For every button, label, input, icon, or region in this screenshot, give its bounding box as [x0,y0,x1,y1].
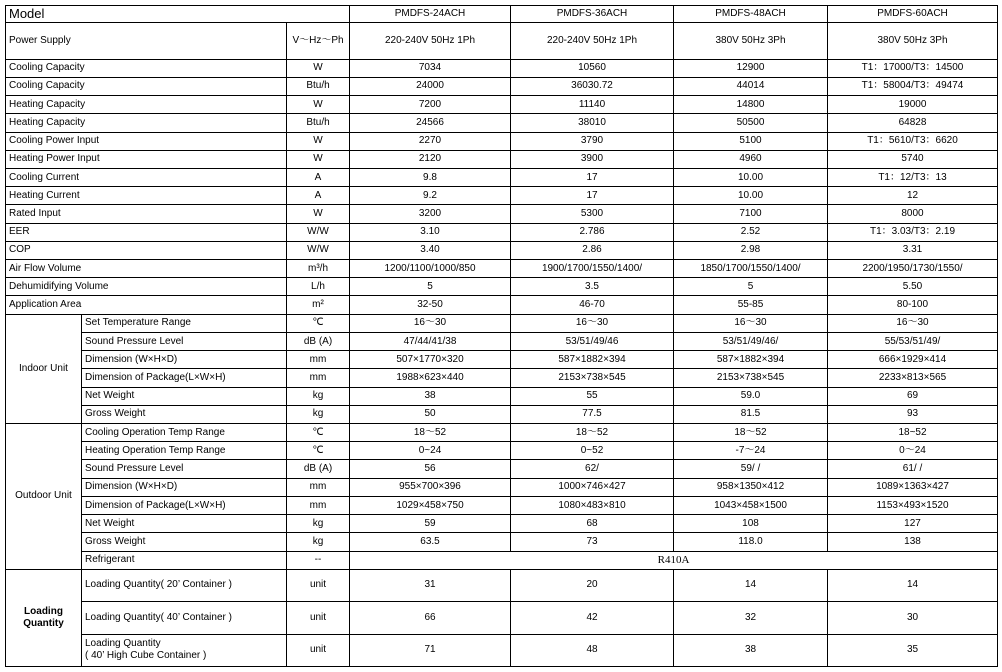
value-cell: 1988×623×440 [350,369,511,387]
value-cell: 50 [350,405,511,423]
value-cell: 2153×738×545 [674,369,828,387]
unit-cell: mm [287,369,350,387]
value-cell: 7100 [674,205,828,223]
value-cell: 81.5 [674,405,828,423]
value-cell: 17 [511,187,674,205]
spec-label: Air Flow Volume [6,260,287,278]
value-cell: 17 [511,168,674,186]
table-row [6,569,998,601]
loading-group-line: Quantity [23,617,64,629]
value-cell: 14800 [674,96,828,114]
value-cell: 0~24 [350,442,511,460]
unit-cell: W [287,59,350,77]
spec-label: Power Supply [6,23,287,59]
table-row [6,59,998,77]
table-row [6,551,998,569]
unit-cell: kg [287,515,350,533]
value-cell: 3.10 [350,223,511,241]
table-row [6,332,998,350]
table-row [6,223,998,241]
value-cell: 220-240V 50Hz 1Ph [511,23,674,59]
unit-cell: L/h [287,278,350,296]
refrigerant-label: Refrigerant [82,551,287,569]
value-cell: 1089×1363×427 [828,478,998,496]
unit-cell: kg [287,405,350,423]
value-cell: 587×1882×394 [511,351,674,369]
spec-label: Dimension of Package(L×W×H) [82,369,287,387]
value-cell: 108 [674,515,828,533]
unit-cell: mm [287,496,350,514]
unit-cell: -- [287,551,350,569]
value-cell: 18~52 [828,424,998,442]
value-cell: 10.00 [674,168,828,186]
unit-cell: ℃ [287,424,350,442]
unit-cell: W/W [287,223,350,241]
value-cell: 16～30 [828,314,998,332]
spec-label: Cooling Capacity [6,59,287,77]
value-cell: 55-85 [674,296,828,314]
value-cell: 53/51/49/46 [511,332,674,350]
value-cell: 666×1929×414 [828,351,998,369]
value-cell: 32-50 [350,296,511,314]
value-cell: 71 [350,634,511,666]
value-cell: -7～24 [674,442,828,460]
spec-label: Cooling Current [6,168,287,186]
value-cell: 8000 [828,205,998,223]
spec-label: Rated Input [6,205,287,223]
model-name: PMDFS-36ACH [511,6,674,23]
value-cell: 2120 [350,150,511,168]
spec-label: Net Weight [82,515,287,533]
value-cell: 24000 [350,77,511,95]
value-cell: 3.31 [828,241,998,259]
value-cell: 63.5 [350,533,511,551]
table-row [6,260,998,278]
loading-quantity-group [6,569,82,666]
value-cell: 16～30 [674,314,828,332]
value-cell: 73 [511,533,674,551]
value-cell: 5300 [511,205,674,223]
table-row [6,533,998,551]
spec-table [5,5,998,667]
value-cell: 50500 [674,114,828,132]
value-cell: 127 [828,515,998,533]
value-cell: 1043×458×1500 [674,496,828,514]
spec-label: Heating Current [6,187,287,205]
value-cell: 5 [674,278,828,296]
table-row [6,241,998,259]
table-row [6,387,998,405]
spec-label: Sound Pressure Level [82,460,287,478]
loading-group-line: Loading [24,605,63,617]
indoor-unit-group: Indoor Unit [6,314,82,423]
spec-label [82,634,287,666]
spec-label: Cooling Capacity [6,77,287,95]
unit-cell: Btu/h [287,114,350,132]
value-cell: 31 [350,569,511,601]
spec-label-line: Loading Quantity [85,638,161,650]
table-row [6,460,998,478]
table-row [6,168,998,186]
spec-label: EER [6,223,287,241]
value-cell: 16～30 [511,314,674,332]
unit-cell: W [287,150,350,168]
spec-label: Application Area [6,296,287,314]
value-cell: 66 [350,602,511,634]
table-row [6,205,998,223]
value-cell: T1：12/T3：13 [828,168,998,186]
unit-cell: mm [287,478,350,496]
value-cell: 14 [828,569,998,601]
value-cell: 1850/1700/1550/1400/ [674,260,828,278]
spec-label: Dimension (W×H×D) [82,478,287,496]
value-cell: 138 [828,533,998,551]
value-cell: 118.0 [674,533,828,551]
value-cell: 44014 [674,77,828,95]
value-cell: 24566 [350,114,511,132]
value-cell: 12900 [674,59,828,77]
value-cell: 1000×746×427 [511,478,674,496]
value-cell: 2.786 [511,223,674,241]
spec-label: Heating Operation Temp Range [82,442,287,460]
value-cell: 38010 [511,114,674,132]
value-cell: 2233×813×565 [828,369,998,387]
unit-cell: kg [287,533,350,551]
value-cell: 2200/1950/1730/1550/ [828,260,998,278]
unit-cell: ℃ [287,442,350,460]
unit-cell: A [287,187,350,205]
outdoor-unit-group: Outdoor Unit [6,424,82,570]
table-row [6,132,998,150]
refrigerant-value: R410A [350,551,998,569]
value-cell: 2.98 [674,241,828,259]
value-cell: 68 [511,515,674,533]
table-row [6,77,998,95]
table-row [6,296,998,314]
value-cell: 955×700×396 [350,478,511,496]
value-cell: 36030.72 [511,77,674,95]
value-cell: 42 [511,602,674,634]
spec-label: Gross Weight [82,533,287,551]
spec-label-line: ( 40’ High Cube Container ) [85,650,207,662]
value-cell: 5740 [828,150,998,168]
spec-label: Cooling Operation Temp Range [82,424,287,442]
value-cell: 14 [674,569,828,601]
value-cell: 56 [350,460,511,478]
value-cell: 55 [511,387,674,405]
value-cell: 1080×483×810 [511,496,674,514]
value-cell: 61/ / [828,460,998,478]
value-cell: 1153×493×1520 [828,496,998,514]
value-cell: T1：5610/T3：6620 [828,132,998,150]
value-cell: 958×1350×412 [674,478,828,496]
value-cell: 5 [350,278,511,296]
table-row [6,515,998,533]
table-row [6,278,998,296]
value-cell: 10.00 [674,187,828,205]
unit-cell: V～Hz～Ph [287,23,350,59]
value-cell: 11140 [511,96,674,114]
model-name: PMDFS-60ACH [828,6,998,23]
value-cell: 18～52 [511,424,674,442]
table-row [6,602,998,634]
unit-cell: W [287,205,350,223]
spec-label: COP [6,241,287,259]
spec-label: Heating Capacity [6,114,287,132]
value-cell: 19000 [828,96,998,114]
table-row [6,114,998,132]
value-cell: 10560 [511,59,674,77]
value-cell: 507×1770×320 [350,351,511,369]
value-cell: 18～52 [674,424,828,442]
value-cell: 38 [350,387,511,405]
spec-label: Sound Pressure Level [82,332,287,350]
value-cell: 53/51/49/46/ [674,332,828,350]
value-cell: T1：58004/T3：49474 [828,77,998,95]
value-cell: 3200 [350,205,511,223]
spec-label: Heating Capacity [6,96,287,114]
value-cell: 77.5 [511,405,674,423]
value-cell: 55/53/51/49/ [828,332,998,350]
value-cell: 0~52 [511,442,674,460]
unit-cell: A [287,168,350,186]
value-cell: 12 [828,187,998,205]
value-cell: 20 [511,569,674,601]
value-cell: 47/44/41/38 [350,332,511,350]
table-row [6,496,998,514]
table-row [6,314,998,332]
unit-cell: mm [287,351,350,369]
value-cell: 59/ / [674,460,828,478]
value-cell: 7034 [350,59,511,77]
value-cell: 3900 [511,150,674,168]
unit-cell: dB (A) [287,332,350,350]
table-row [6,351,998,369]
value-cell: 2.86 [511,241,674,259]
value-cell: 380V 50Hz 3Ph [828,23,998,59]
value-cell: 3.40 [350,241,511,259]
unit-cell: unit [287,602,350,634]
value-cell: 5100 [674,132,828,150]
spec-label: Dehumidifying Volume [6,278,287,296]
value-cell: 0～24 [828,442,998,460]
value-cell: 1900/1700/1550/1400/ [511,260,674,278]
table-row [6,187,998,205]
value-cell: 587×1882×394 [674,351,828,369]
table-row [6,96,998,114]
model-label: Model [6,6,350,23]
spec-label: Net Weight [82,387,287,405]
unit-cell: W [287,132,350,150]
model-name: PMDFS-24ACH [350,6,511,23]
table-row [6,405,998,423]
value-cell: 9.2 [350,187,511,205]
value-cell: 4960 [674,150,828,168]
value-cell: 2270 [350,132,511,150]
spec-label: Gross Weight [82,405,287,423]
value-cell: 1200/1100/1000/850 [350,260,511,278]
value-cell: 2153×738×545 [511,369,674,387]
value-cell: T1：17000/T3：14500 [828,59,998,77]
value-cell: 16～30 [350,314,511,332]
table-row [6,442,998,460]
value-cell: 62/ [511,460,674,478]
value-cell: 48 [511,634,674,666]
value-cell: 220-240V 50Hz 1Ph [350,23,511,59]
table-row [6,150,998,168]
unit-cell: m³/h [287,260,350,278]
value-cell: 69 [828,387,998,405]
value-cell: 93 [828,405,998,423]
value-cell: T1：3.03/T3：2.19 [828,223,998,241]
spec-label: Cooling Power Input [6,132,287,150]
value-cell: 35 [828,634,998,666]
spec-label: Dimension of Package(L×W×H) [82,496,287,514]
value-cell: 38 [674,634,828,666]
table-row [6,478,998,496]
value-cell: 3.5 [511,278,674,296]
value-cell: 1029×458×750 [350,496,511,514]
table-row [6,424,998,442]
value-cell: 5.50 [828,278,998,296]
unit-cell: W [287,96,350,114]
header-row [6,6,998,23]
value-cell: 9.8 [350,168,511,186]
value-cell: 2.52 [674,223,828,241]
unit-cell: unit [287,569,350,601]
spec-label: Dimension (W×H×D) [82,351,287,369]
unit-cell: Btu/h [287,77,350,95]
spec-label: Set Temperature Range [82,314,287,332]
table-row [6,23,998,59]
spec-label: Heating Power Input [6,150,287,168]
spec-label: Loading Quantity( 20’ Container ) [82,569,287,601]
value-cell: 3790 [511,132,674,150]
unit-cell: m² [287,296,350,314]
value-cell: 46-70 [511,296,674,314]
value-cell: 32 [674,602,828,634]
unit-cell: W/W [287,241,350,259]
value-cell: 380V 50Hz 3Ph [674,23,828,59]
value-cell: 59.0 [674,387,828,405]
model-name: PMDFS-48ACH [674,6,828,23]
value-cell: 80-100 [828,296,998,314]
value-cell: 30 [828,602,998,634]
value-cell: 59 [350,515,511,533]
unit-cell: kg [287,387,350,405]
spec-label: Loading Quantity( 40’ Container ) [82,602,287,634]
value-cell: 7200 [350,96,511,114]
unit-cell: ℃ [287,314,350,332]
value-cell: 18～52 [350,424,511,442]
table-row [6,634,998,666]
unit-cell: unit [287,634,350,666]
table-row [6,369,998,387]
unit-cell: dB (A) [287,460,350,478]
value-cell: 64828 [828,114,998,132]
